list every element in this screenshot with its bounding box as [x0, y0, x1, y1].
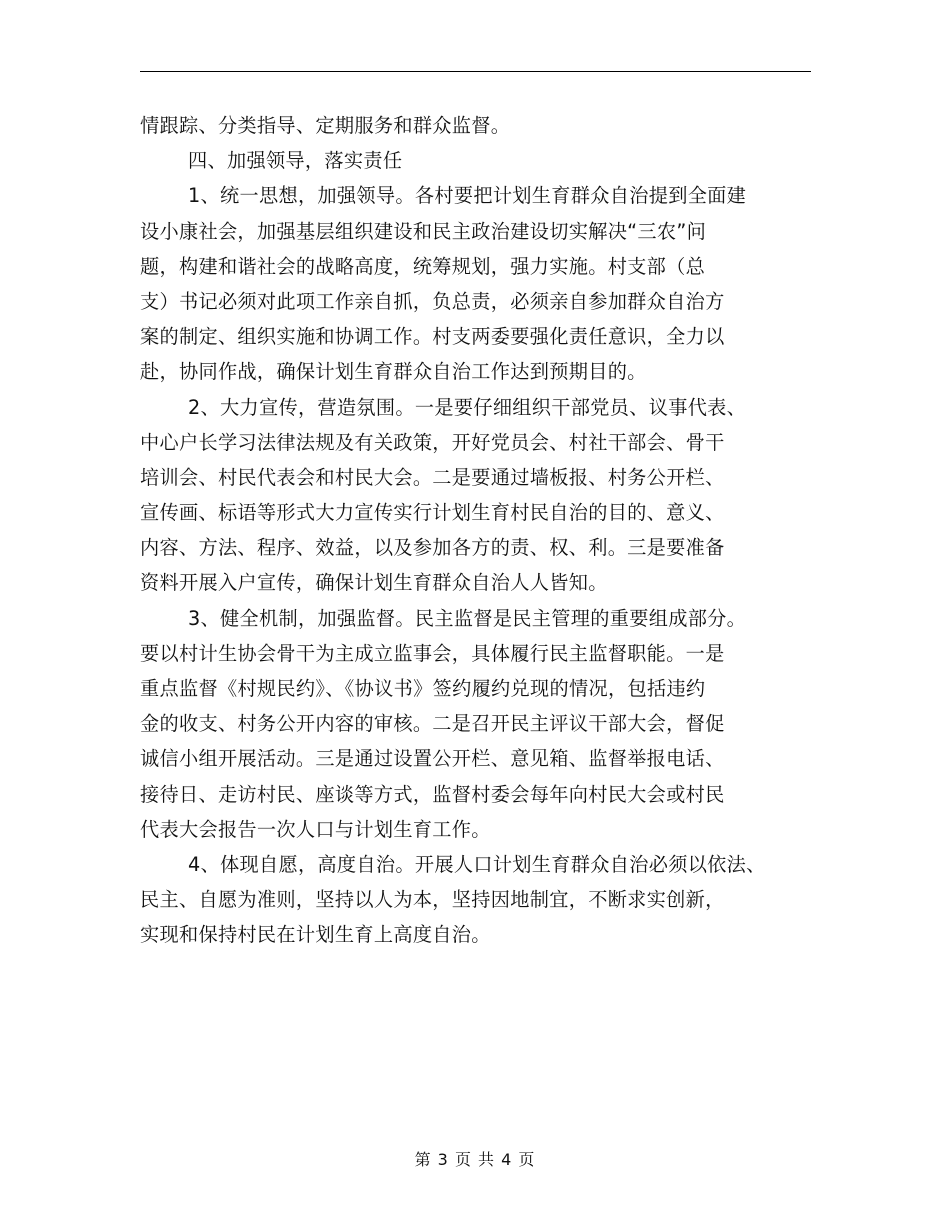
text-line: 赴，协同作战，确保计划生育群众自治工作达到预期目的。	[140, 360, 647, 384]
page-number: 第 3 页 共 4 页	[414, 1150, 536, 1169]
text-line: 金的收支、村务公开内容的审核。二是召开民主评议干部大会，督促	[140, 712, 725, 736]
text-line: 诚信小组开展活动。三是通过设置公开栏、意见箱、监督举报电话、	[140, 747, 725, 771]
text-line: 接待日、走访村民、座谈等方式，监督村委会每年向村民大会或村民	[140, 782, 725, 806]
text-line: 情跟踪、分类指导、定期服务和群众监督。	[140, 114, 511, 137]
text-line: 4、体现自愿，高度自治。开展人口计划生育群众自治必须以依法、	[188, 852, 766, 876]
text-line: 资料开展入户宣传，确保计划生育群众自治人人皆知。	[140, 571, 608, 595]
text-line: 代表大会报告一次人口与计划生育工作。	[140, 817, 491, 841]
text-line: 宣传画、标语等形式大力宣传实行计划生育村民自治的目的、意义、	[140, 501, 725, 525]
text-line: 3、健全机制，加强监督。民主监督是民主管理的重要组成部分。	[188, 606, 747, 630]
text-line: 设小康社会，加强基层组织建设和民主政治建设切实解决“三农”问	[140, 219, 707, 243]
text-line: 内容、方法、程序、效益，以及参加各方的责、权、利。三是要准备	[140, 536, 725, 560]
text-line: 案的制定、组织实施和协调工作。村支两委要强化责任意识，全力以	[140, 325, 725, 349]
text-line: 题，构建和谐社会的战略高度，统筹规划，强力实施。村支部（总	[140, 254, 706, 278]
document-body	[140, 108, 830, 953]
text-line: 民主、自愿为准则，坚持以人为本，坚持因地制宜，不断求实创新，	[140, 888, 725, 912]
text-line: 中心户长学习法律法规及有关政策，开好党员会、村社干部会、骨干	[140, 430, 725, 454]
text-line: 培训会、村民代表会和村民大会。二是要通过墙板报、村务公开栏、	[140, 465, 725, 489]
header-rule	[140, 71, 811, 72]
text-line: 要以村计生协会骨干为主成立监事会，具体履行民主监督职能。一是	[140, 641, 725, 665]
text-line: 实现和保持村民在计划生育上高度自治。	[140, 923, 491, 947]
text-line: 支）书记必须对此项工作亲自抓，负总责，必须亲自参加群众自治方	[140, 289, 725, 313]
text-line: 1、统一思想，加强领导。各村要把计划生育群众自治提到全面建	[188, 184, 747, 208]
text-line: 重点监督《村规民约》、《协议书》签约履约兑现的情况，包括违约	[140, 677, 706, 700]
text-line: 四、加强领导，落实责任	[188, 149, 403, 173]
text-line: 2、大力宣传，营造氛围。一是要仔细组织干部党员、议事代表、	[188, 395, 747, 419]
